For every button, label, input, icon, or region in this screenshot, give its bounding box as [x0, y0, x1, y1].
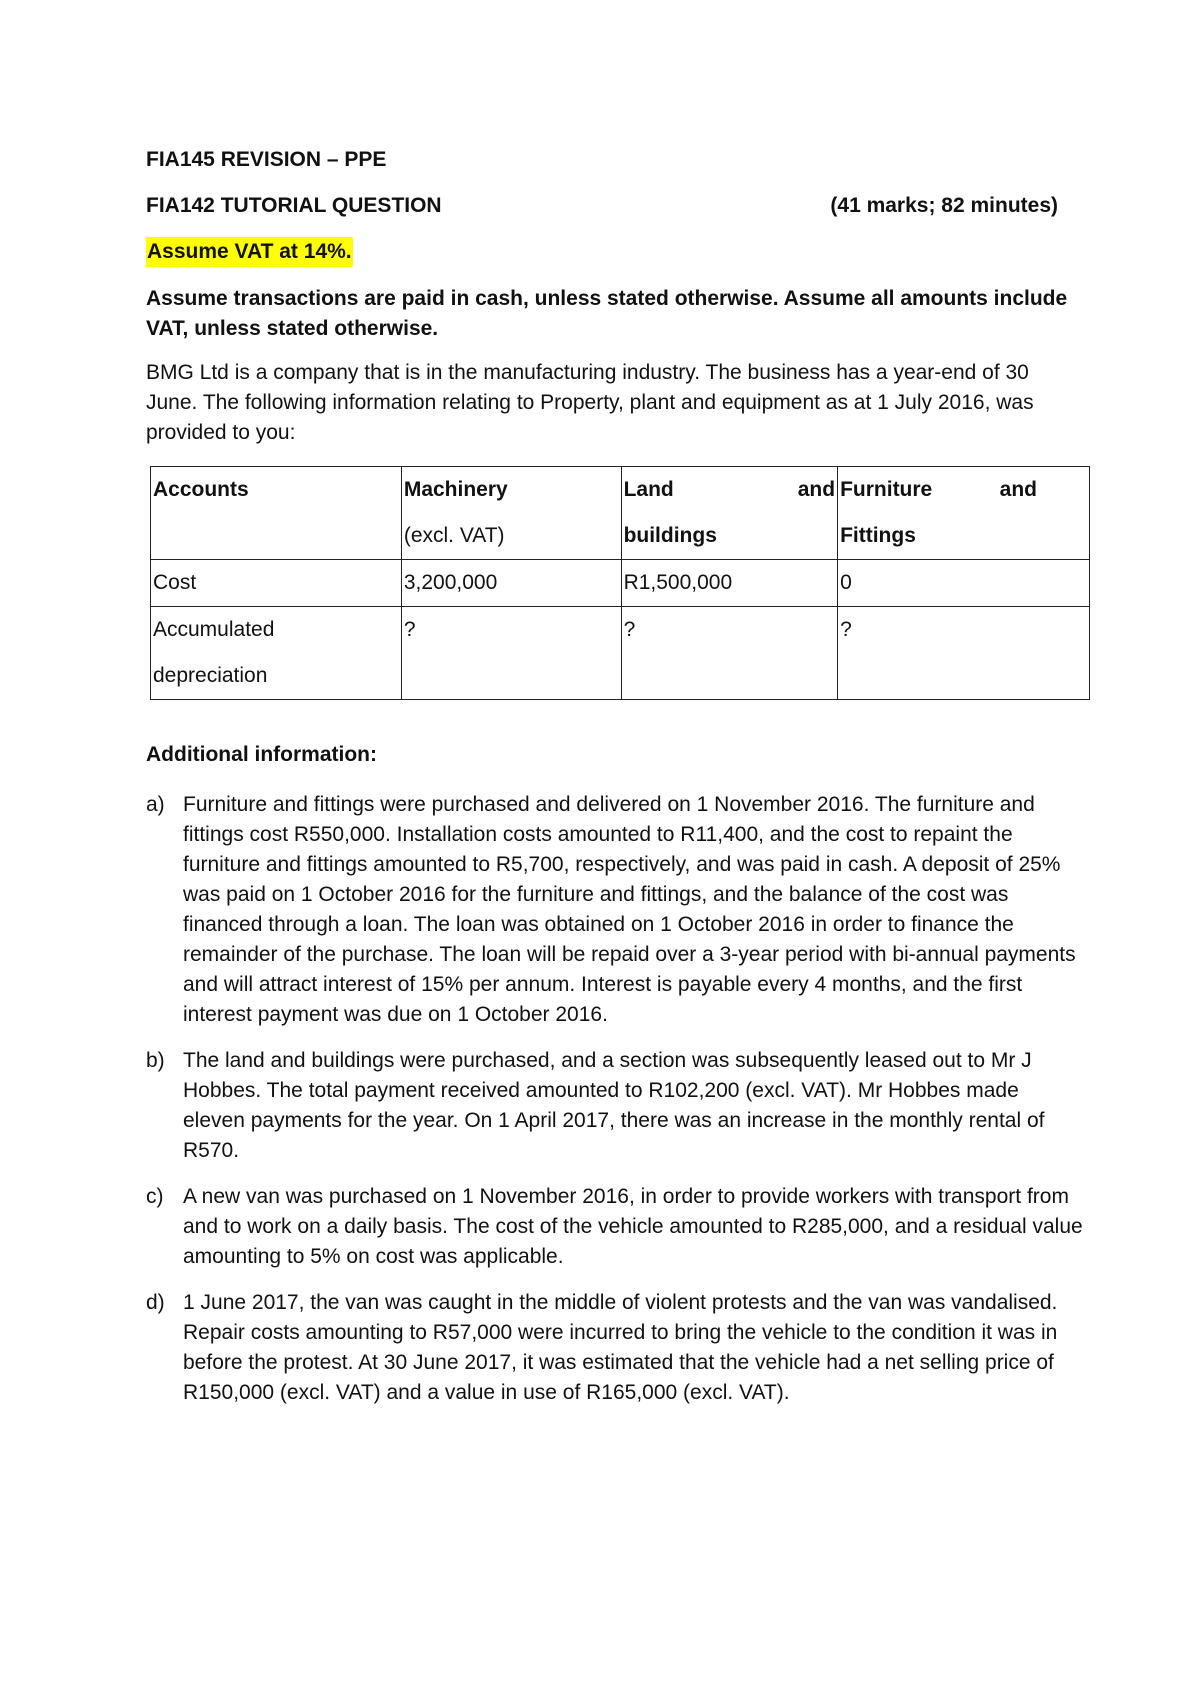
list-item: [146, 1046, 1083, 1166]
header-furniture-fittings: Furniture and Fittings: [838, 467, 1090, 560]
cell-accdep-machinery: ?: [401, 607, 621, 700]
document-subtitle: FIA142 TUTORIAL QUESTION: [146, 194, 442, 217]
table-row: [151, 560, 1090, 607]
intro-paragraph: BMG Ltd is a company that is in the manufacturing industry. The business has a year-end of 30 June. The following information relating to Property, plant and equipment as at 1 July 2016, was provided to you:: [146, 361, 1034, 444]
additional-info-list: [146, 790, 1086, 1424]
cell-accdep-furniture: ?: [838, 607, 1090, 700]
cell-cost-label: Cost: [151, 560, 402, 607]
cell-cost-furniture: 0: [838, 560, 1090, 607]
list-item-text: 1 June 2017, the van was caught in the middle of violent protests and the van was vandalised. Repair costs amounting to R57,000 were incurred to bring the vehicle to the condition it was in before the protest. At 30 June 2017, it was estimated that the vehicle had a net selling price of R150,000 (excl. VAT) and a value in use of R165,000 (excl. VAT).: [183, 1291, 1058, 1404]
header-land-buildings: Land and buildings: [621, 467, 838, 560]
subtitle-row: [146, 191, 1058, 221]
cell-accdep-label: Accumulated depreciation: [151, 607, 402, 700]
list-marker: b): [146, 1049, 165, 1072]
cell-cost-machinery: 3,200,000: [401, 560, 621, 607]
cell-accdep-land: ?: [621, 607, 838, 700]
vat-note: Assume VAT at 14%.: [146, 237, 353, 267]
document-title: FIA145 REVISION – PPE: [146, 148, 387, 171]
list-marker: a): [146, 793, 165, 816]
table-header-row: [151, 467, 1090, 560]
list-item-text: The land and buildings were purchased, and a section was subsequently leased out to Mr J Hobbes. The total payment received amounted to R102,200 (excl. VAT). Mr Hobbes made eleven payments for the year. On 1 April 2017, there was an increase in the monthly rental of R570.: [183, 1049, 1045, 1162]
additional-info-heading: Additional information:: [146, 743, 377, 766]
header-machinery: Machinery (excl. VAT): [401, 467, 621, 560]
list-item-text: Furniture and fittings were purchased and delivered on 1 November 2016. The furniture and fittings cost R550,000. Installation costs amounted to R11,400, and the cost to repaint the furniture and fittings amounted to R5,700, respectively, and was paid in cash. A deposit of 25% was paid on 1 October 2016 for the furniture and fittings, and the balance of the cost was financed through a loan. The loan was obtained on 1 October 2016 in order to finance the remainder of the purchase. The loan will be repaid over a 3-year period with bi-annual payments and will attract interest of 15% per annum. Interest is payable every 4 months, and the first interest payment was due on 1 October 2016.: [183, 793, 1076, 1026]
list-marker: c): [146, 1185, 164, 1208]
assumption-note: Assume transactions are paid in cash, unless stated otherwise. Assume all amounts include VAT, unless stated otherwise.: [146, 287, 1068, 340]
table-row: [151, 607, 1090, 700]
cell-cost-land: R1,500,000: [621, 560, 838, 607]
list-item-text: A new van was purchased on 1 November 2016, in order to provide workers with transport from and to work on a daily basis. The cost of the vehicle amounted to R285,000, and a residual value amounting to 5% on cost was applicable.: [183, 1185, 1083, 1268]
header-accounts: Accounts: [151, 467, 402, 560]
marks-info: (41 marks; 82 minutes): [830, 194, 1058, 217]
list-item: [146, 1182, 1083, 1272]
list-item: [146, 1288, 1083, 1408]
ppe-table: [150, 466, 1090, 700]
list-item: [146, 790, 1083, 1030]
list-marker: d): [146, 1291, 165, 1314]
